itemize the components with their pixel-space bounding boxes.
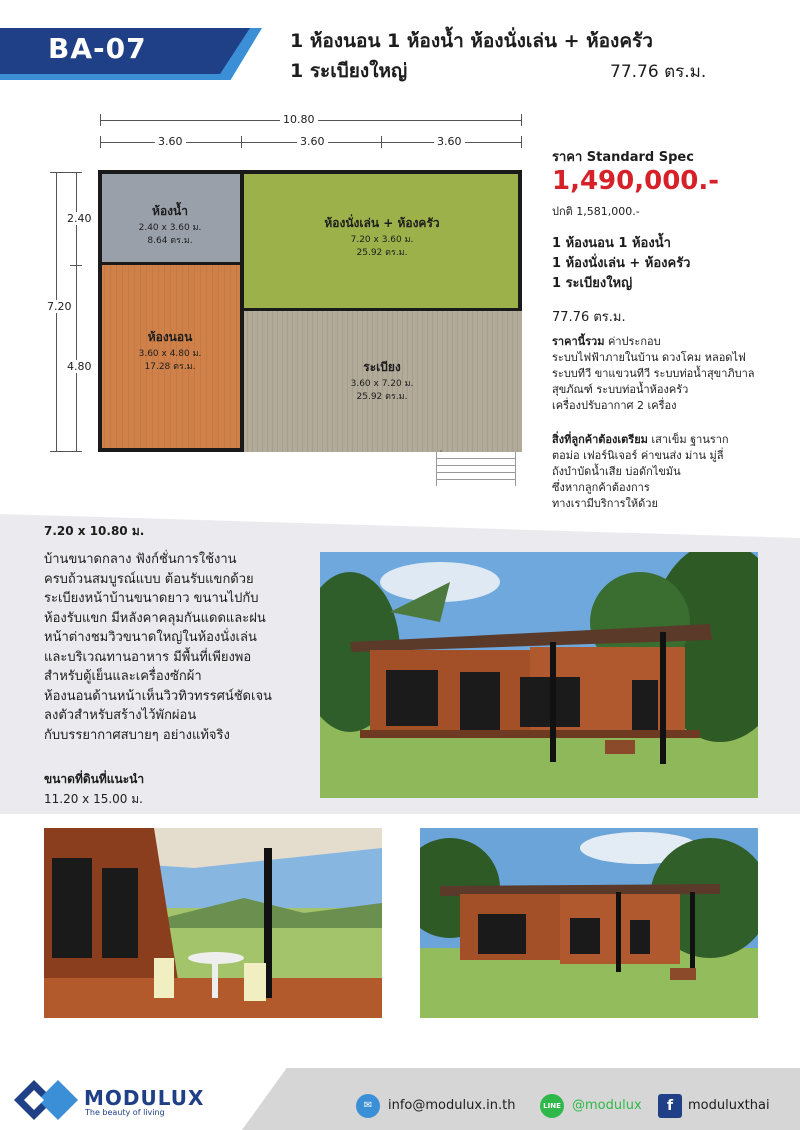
lot-value: 11.20 x 15.00 ม. (44, 792, 143, 806)
dim-segment-3: 3.60 (434, 135, 465, 148)
footer (0, 1068, 800, 1130)
lot-label: ขนาดที่ดินที่แนะนำ (44, 772, 145, 786)
room-terrace-name: ระเบียง (363, 360, 401, 374)
customer-line: ซึ่งหากลูกค้าต้องการ (552, 481, 650, 494)
room-bedroom-size: 3.60 x 4.80 ม. (138, 349, 202, 359)
page-title: 1 ห้องนอน 1 ห้องน้ำ ห้องนั่งเล่น + ห้องครัว (290, 30, 653, 52)
includes-block (552, 334, 755, 414)
room-bathroom-area: 8.64 ตร.ม. (147, 236, 193, 246)
room-bedroom (98, 264, 242, 452)
dim-total-height: 7.20 (44, 300, 75, 313)
description (44, 550, 334, 745)
page-subtitle: 1 ระเบียงใหญ่ (290, 60, 408, 82)
price-value: 1,490,000.- (552, 166, 720, 196)
description-line: ห้องรับแขก มีหลังคาคลุมกันแดดและฝน (44, 610, 266, 626)
floor-plan (98, 170, 522, 452)
brand-name: MODULUX (84, 1086, 205, 1110)
description-line: ห้องนอนด้านหน้าเห็นวิวทิวทรรศน์ชัดเจน (44, 688, 272, 704)
room-bedroom-area: 17.28 ตร.ม. (144, 362, 196, 372)
room-living-size: 7.20 x 3.60 ม. (350, 235, 414, 245)
contact-email[interactable]: info@modulux.in.th (388, 1098, 516, 1113)
room-bathroom-size: 2.40 x 3.60 ม. (138, 223, 202, 233)
header-area: 77.76 ตร.ม. (610, 62, 707, 82)
dim-segment-2: 3.60 (297, 135, 328, 148)
includes-first: ค่าประกอบ (604, 335, 661, 348)
description-line: และบริเวณทานอาหาร มีพื้นที่เพียงพอ (44, 649, 252, 665)
feature-1: 1 ห้องนอน 1 ห้องน้ำ (552, 236, 671, 251)
email-icon: ✉ (356, 1094, 380, 1118)
customer-first: เสาเข็ม ฐานราก (647, 433, 729, 446)
terrace-render (44, 828, 382, 1018)
exterior-render-main (320, 552, 758, 798)
customer-label: สิ่งที่ลูกค้าต้องเตรียม (552, 433, 648, 446)
room-terrace (242, 310, 522, 452)
customer-line: ถังบำบัดน้ำเสีย บ่อดักไขมัน (552, 465, 681, 478)
exterior-render-side (420, 828, 758, 1018)
room-living (242, 170, 522, 310)
room-bathroom-name: ห้องน้ำ (152, 204, 188, 218)
room-terrace-size: 3.60 x 7.20 ม. (350, 379, 414, 389)
dim-segment-1: 3.60 (155, 135, 186, 148)
room-living-name: ห้องนั่งเล่น + ห้องครัว (324, 216, 440, 230)
description-line: ครบถ้วนสมบูรณ์แบบ ต้อนรับแขกด้วย (44, 571, 254, 587)
room-bathroom (98, 170, 242, 264)
area-repeat: 77.76 ตร.ม. (552, 310, 626, 325)
price-label: ราคา Standard Spec (552, 150, 694, 165)
feature-3: 1 ระเบียงใหญ่ (552, 276, 633, 291)
description-line: กับบรรยากาศสบายๆ อย่างแท้จริง (44, 727, 230, 743)
feature-2: 1 ห้องนั่งเล่น + ห้องครัว (552, 256, 691, 271)
includes-label: ราคานี้รวม (552, 335, 605, 348)
contact-line[interactable]: @modulux (572, 1098, 642, 1113)
customer-line: ทางเรามีบริการให้ด้วย (552, 497, 658, 510)
customer-line: ตอม่อ เฟอร์นิเจอร์ ค่าขนส่ง ม่าน มู่ลี่ (552, 449, 724, 462)
entry-steps (436, 452, 516, 486)
size-label: 7.20 x 10.80 ม. (44, 524, 145, 538)
customer-block (552, 432, 729, 512)
line-icon: LINE (540, 1094, 564, 1118)
dim-left-1: 2.40 (64, 212, 95, 225)
description-line: บ้านขนาดกลาง ฟังก์ชั่นการใช้งาน (44, 552, 237, 567)
facebook-icon: f (658, 1094, 682, 1118)
includes-line: เครื่องปรับอากาศ 2 เครื่อง (552, 399, 677, 412)
description-line: ลงตัวสำหรับสร้างไว้พักผ่อน (44, 708, 197, 723)
includes-line: สุขภัณฑ์ ระบบท่อน้ำห้องครัว (552, 383, 689, 396)
description-line: สำหรับตู้เย็นและเครื่องซักผ้า (44, 669, 202, 684)
brand-tagline: The beauty of living (85, 1108, 165, 1117)
description-line: หน้าต่างชมวิวขนาดใหญ่ในห้องนั่งเล่น (44, 630, 257, 645)
room-bedroom-name: ห้องนอน (147, 330, 193, 344)
dim-left-2: 4.80 (64, 360, 95, 373)
room-terrace-area: 25.92 ตร.ม. (356, 392, 408, 402)
dim-total-width: 10.80 (280, 113, 318, 126)
model-code: BA-07 (48, 32, 147, 65)
includes-line: ระบบทีวี ขาแขวนทีวี ระบบท่อน้ำสุขาภิบาล (552, 367, 755, 380)
contact-facebook[interactable]: moduluxthai (688, 1098, 770, 1113)
includes-line: ระบบไฟฟ้าภายในบ้าน ดวงโคม หลอดไฟ (552, 351, 746, 364)
price-normal: ปกติ 1,581,000.- (552, 205, 640, 218)
room-living-area: 25.92 ตร.ม. (356, 248, 408, 258)
description-line: ระเบียงหน้าบ้านขนาดยาว ขนานไปกับ (44, 591, 259, 606)
modulux-logo-icon (14, 1080, 78, 1120)
model-badge (0, 28, 262, 80)
